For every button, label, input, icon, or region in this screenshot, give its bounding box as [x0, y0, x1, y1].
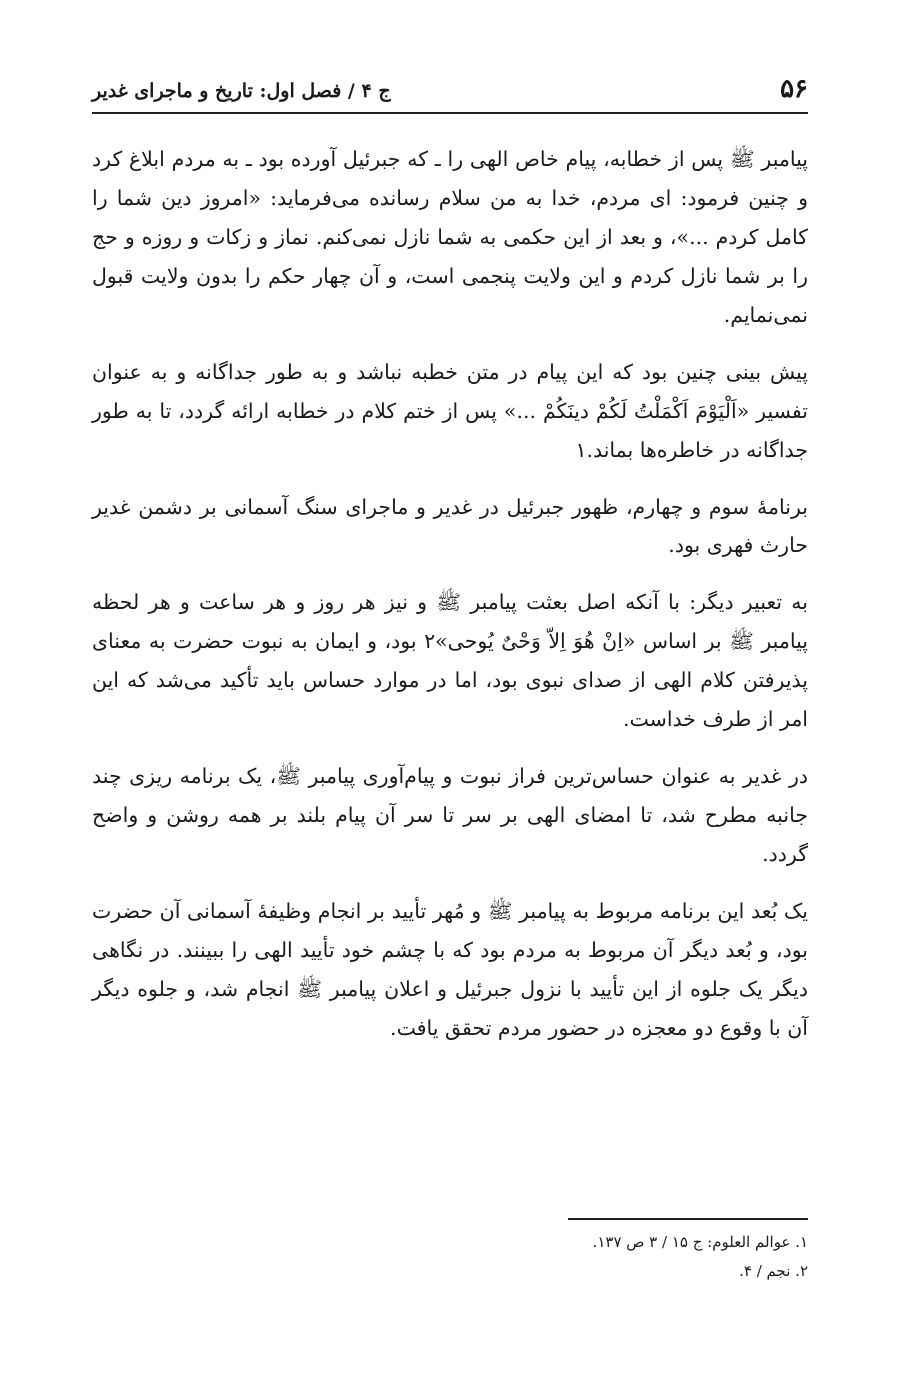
footnote: ۲. نجم / ۴.: [739, 1262, 808, 1281]
running-title: ج ۴ / فصل اول: تاریخ و ماجرای غدیر: [92, 80, 391, 102]
page-header: [92, 68, 808, 114]
paragraph: پیش بینی چنین بود که این پیام در متن خطبه نباشد و به طور جداگانه و به عنوان تفسیر «اَلْیَوْمَ اَکْمَلْتُ لَکُمْ دینَکُمْ ...» پس از ختم کلام در خطابه ارائه گردد، تا به طور جداگانه در خاطره‌ها بماند.۱: [92, 359, 808, 462]
paragraph: در غدیر به عنوان حساس‌ترین فراز نبوت و پیام‌آوری پیامبر ﷺ، یک برنامه ریزی چند جانبه مطرح شد، تا امضای الهی بر سر تا سر آن پیام بلند بر همه روشن و واضح گردد.: [92, 764, 808, 866]
page-number: ۵۶: [780, 74, 808, 104]
paragraph: پیامبر ﷺ پس از خطابه، پیام خاص الهی را ـ که جبرئیل آورده بود ـ به مردم ابلاغ کرد و چنین فرمود: ای مردم، خدا به من سلام رسانده می‌فرماید: «امروز دین شما را کامل کردم ...»، و بعد از این حکمی به شما نازل نمی‌کنم. نماز و زکات و روزه و حج را بر شما نازل کردم و این ولایت پنجمی است، و آن چهار حکم را بدون ولایت قبول نمی‌نمایم.: [92, 147, 808, 327]
footnotes: [568, 1218, 808, 1287]
page-body: [92, 140, 808, 1066]
footnote: ۱. عوالم العلوم: ج ۱۵ / ۳ ص ۱۳۷.: [592, 1233, 808, 1251]
paragraph: برنامهٔ سوم و چهارم، ظهور جبرئیل در غدیر و ماجرای سنگ آسمانی بر دشمن غدیر حارث فهری بود.: [92, 494, 808, 558]
paragraph: یک بُعد این برنامه مربوط به پیامبر ﷺ و مُهر تأیید بر انجام وظیفهٔ آسمانی آن حضرت بود، و بُعد دیگر آن مربوط به مردم بود که با چشم خود تأیید الهی را ببینند. در نگاهی دیگر یک جلوه از این تأیید با نزول جبرئیل و اعلان پیامبر ﷺ انجام شد، و جلوه دیگر آن با وقوع دو معجزه در حضور مردم تحقق یافت.: [92, 898, 808, 1040]
paragraph: به تعبیر دیگر: با آنکه اصل بعثت پیامبر ﷺ و نیز هر روز و هر ساعت و هر لحظه پیامبر ﷺ بر اساس «اِنْ هُوَ اِلاّ وَحْیٌ یُوحی»۲ بود، و ایمان به نبوت حضرت به معنای پذیرفتن کلام الهی از صدای نبوی بود، اما در موارد حساس باید تأکید می‌شد که این امر از طرف خداست.: [92, 590, 808, 732]
